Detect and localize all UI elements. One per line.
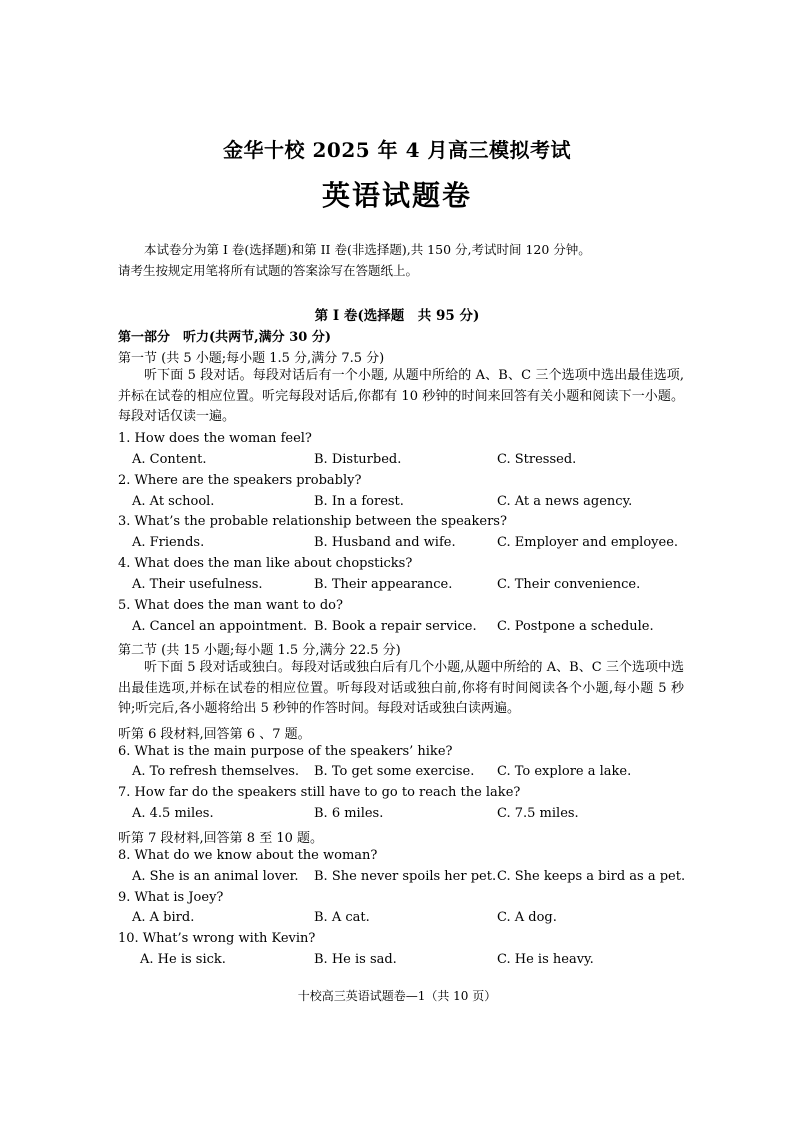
question-7-stem: 7. How far do the speakers still have to go to reach the lake? [118,785,521,800]
question-7-option-a: A. 4.5 miles. [132,806,214,821]
section-1-instructions: 听下面 5 段对话。每段对话后有一个小题, 从题中所给的 A、B、C 三个选项中选出最佳选项,并标在试卷的相应位置。听完每段对话后,你都有 10 秒钟的时间来回答有关小题和阅读下一小题。每段对话仅读一遍。 [118,368,684,424]
question-10-option-b: B. He is sad. [314,952,397,967]
question-1-stem: 1. How does the woman feel? [118,431,312,446]
question-5-option-b: B. Book a repair service. [314,619,477,634]
question-2-stem: 2. Where are the speakers probably? [118,473,362,488]
question-10-option-c: C. He is heavy. [497,952,594,967]
material-6-note: 听第 6 段材料,回答第 6 、7 题。 [118,727,311,742]
section-1-heading: 第一节 (共 5 小题;每小题 1.5 分,满分 7.5 分) [118,351,385,366]
part-1-title: 第一部分 听力(共两节,满分 30 分) [118,330,331,345]
question-6-option-b: B. To get some exercise. [314,764,475,779]
question-3-stem: 3. What’s the probable relationship between the speakers? [118,514,507,529]
intro-line-2: 请考生按规定用笔将所有试题的答案涂写在答题纸上。 [118,263,419,278]
question-7-option-c: C. 7.5 miles. [497,806,579,821]
section-2-heading: 第二节 (共 15 小题;每小题 1.5 分,满分 22.5 分) [118,643,401,658]
question-1-option-c: C. Stressed. [497,452,577,467]
section-2-instructions: 听下面 5 段对话或独白。每段对话或独白后有几个小题,从题中所给的 A、B、C 三个选项中选出最佳选项,并标在试卷的相应位置。听每段对话或独白前,你将有时间阅读各个小题,每小题 5 秒钟;听完后,各小题将给出 5 秒钟的作答时间。每段对话或独白读两遍。 [118,660,684,716]
question-5-stem: 5. What does the man want to do? [118,598,343,613]
question-9-option-a: A. A bird. [132,910,195,925]
question-4-option-a: A. Their usefulness. [132,577,263,592]
question-2-option-c: C. At a news agency. [497,494,633,509]
question-8-option-b: B. She never spoils her pet. [314,869,497,884]
question-6-option-a: A. To refresh themselves. [132,764,300,779]
question-3-option-c: C. Employer and employee. [497,535,679,550]
question-9-option-b: B. A cat. [314,910,370,925]
question-2-option-a: A. At school. [132,494,215,509]
question-5-option-c: C. Postpone a schedule. [497,619,654,634]
question-9-option-c: C. A dog. [497,910,557,925]
question-6-stem: 6. What is the main purpose of the speakers’ hike? [118,744,453,759]
question-5-option-a: A. Cancel an appointment. [132,619,307,634]
material-7-note: 听第 7 段材料,回答第 8 至 10 题。 [118,831,324,846]
question-4-stem: 4. What does the man like about chopsticks? [118,556,413,571]
question-7-option-b: B. 6 miles. [314,806,384,821]
question-8-stem: 8. What do we know about the woman? [118,848,378,863]
question-6-option-c: C. To explore a lake. [497,764,632,779]
question-4-option-b: B. Their appearance. [314,577,453,592]
question-4-option-c: C. Their convenience. [497,577,641,592]
question-1-option-a: A. Content. [132,452,207,467]
question-8-option-a: A. She is an animal lover. [132,869,299,884]
exam-subject-title: 英语试题卷 [321,179,472,212]
intro-line-1: 本试卷分为第 I 卷(选择题)和第 II 卷(非选择题),共 150 分,考试时间 120 分钟。 [144,242,591,257]
question-9-stem: 9. What is Joey? [118,890,224,905]
question-8-option-c: C. She keeps a bird as a pet. [497,869,686,884]
question-3-option-a: A. Friends. [132,535,205,550]
question-3-option-b: B. Husband and wife. [314,535,456,550]
question-1-option-b: B. Disturbed. [314,452,402,467]
page-footer: 十校高三英语试题卷—1（共 10 页） [297,989,497,1003]
volume-1-title: 第 I 卷(选择题 共 95 分) [314,308,480,324]
question-10-option-a: A. He is sick. [140,952,226,967]
exam-title: 金华十校 2025 年 4 月高三模拟考试 [223,138,571,162]
question-10-stem: 10. What’s wrong with Kevin? [118,931,316,946]
question-2-option-b: B. In a forest. [314,494,404,509]
